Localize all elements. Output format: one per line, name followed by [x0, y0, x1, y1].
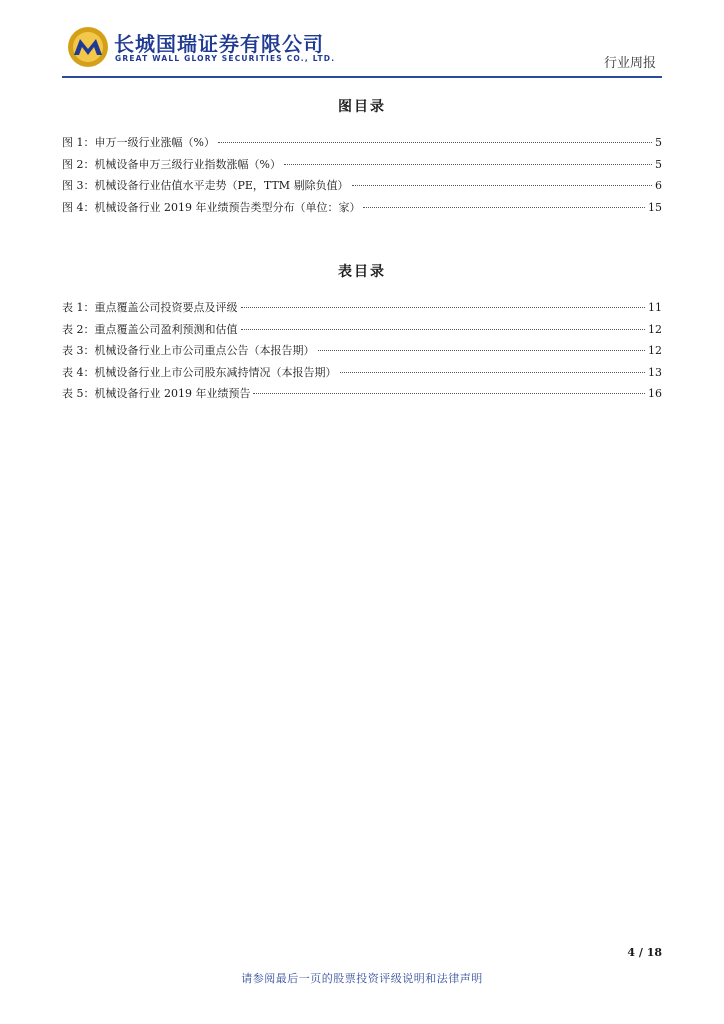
toc-entry-page: 13: [648, 365, 662, 379]
toc-entry[interactable]: [62, 177, 662, 199]
toc-entry-label: 图 2：机械设备申万三级行业指数涨幅（%）: [62, 157, 281, 171]
toc-entry-page: 12: [648, 322, 662, 336]
toc-leader: [352, 185, 652, 186]
toc-entry-label: 表 3：机械设备行业上市公司重点公告（本报告期）: [62, 344, 315, 357]
toc-leader: [363, 207, 645, 208]
header-divider: [62, 76, 662, 78]
toc-leader: [241, 307, 646, 308]
toc-entry[interactable]: [62, 299, 662, 321]
toc-entry[interactable]: [62, 342, 662, 364]
toc-entry[interactable]: [62, 364, 662, 386]
toc-entry-label: 图 1：申万一级行业涨幅（%）: [62, 136, 215, 149]
toc-entry[interactable]: [62, 156, 662, 178]
toc-leader: [218, 142, 652, 143]
toc-entry-page: 15: [648, 200, 662, 214]
company-name-cn: 长城国瑞证券有限公司: [114, 32, 324, 56]
table-toc-list: [62, 299, 662, 407]
table-toc-title: 表目录: [338, 264, 386, 280]
toc-leader: [318, 350, 646, 351]
company-logo-icon: [66, 25, 110, 69]
toc-entry-page: 11: [648, 301, 662, 314]
page-header: [62, 22, 662, 78]
toc-entry-label: 表 1：重点覆盖公司投资要点及评级: [62, 301, 238, 314]
toc-entry[interactable]: [62, 385, 662, 407]
toc-entry-page: 12: [648, 344, 662, 357]
toc-entry-page: 5: [655, 136, 662, 149]
toc-entry-label: 图 3：机械设备行业估值水平走势（PE，TTM 剔除负值）: [62, 179, 349, 192]
toc-entry-label: 表 2：重点覆盖公司盈利预测和估值: [62, 322, 238, 336]
toc-leader: [253, 393, 645, 394]
page-number: 4 / 18: [627, 946, 662, 959]
toc-entry[interactable]: [62, 321, 662, 343]
toc-entry[interactable]: [62, 134, 662, 156]
figure-toc-title: 图目录: [338, 99, 386, 115]
company-name-en: GREAT WALL GLORY SECURITIES CO., LTD.: [115, 54, 336, 63]
toc-entry-label: 图 4：机械设备行业 2019 年业绩预告类型分布（单位：家）: [62, 200, 361, 214]
toc-entry-label: 表 5：机械设备行业 2019 年业绩预告: [62, 387, 251, 400]
toc-entry-page: 5: [655, 157, 662, 171]
figure-toc-list: [62, 134, 662, 220]
toc-entry[interactable]: [62, 199, 662, 221]
toc-leader: [340, 372, 646, 373]
footer-disclaimer: 请参阅最后一页的股票投资评级说明和法律声明: [241, 972, 483, 985]
toc-entry-label: 表 4：机械设备行业上市公司股东减持情况（本报告期）: [62, 365, 337, 379]
toc-leader: [284, 164, 652, 165]
report-type: 行业周报: [603, 56, 656, 71]
toc-leader: [241, 329, 646, 330]
toc-entry-page: 6: [655, 179, 662, 192]
toc-entry-page: 16: [648, 387, 662, 400]
